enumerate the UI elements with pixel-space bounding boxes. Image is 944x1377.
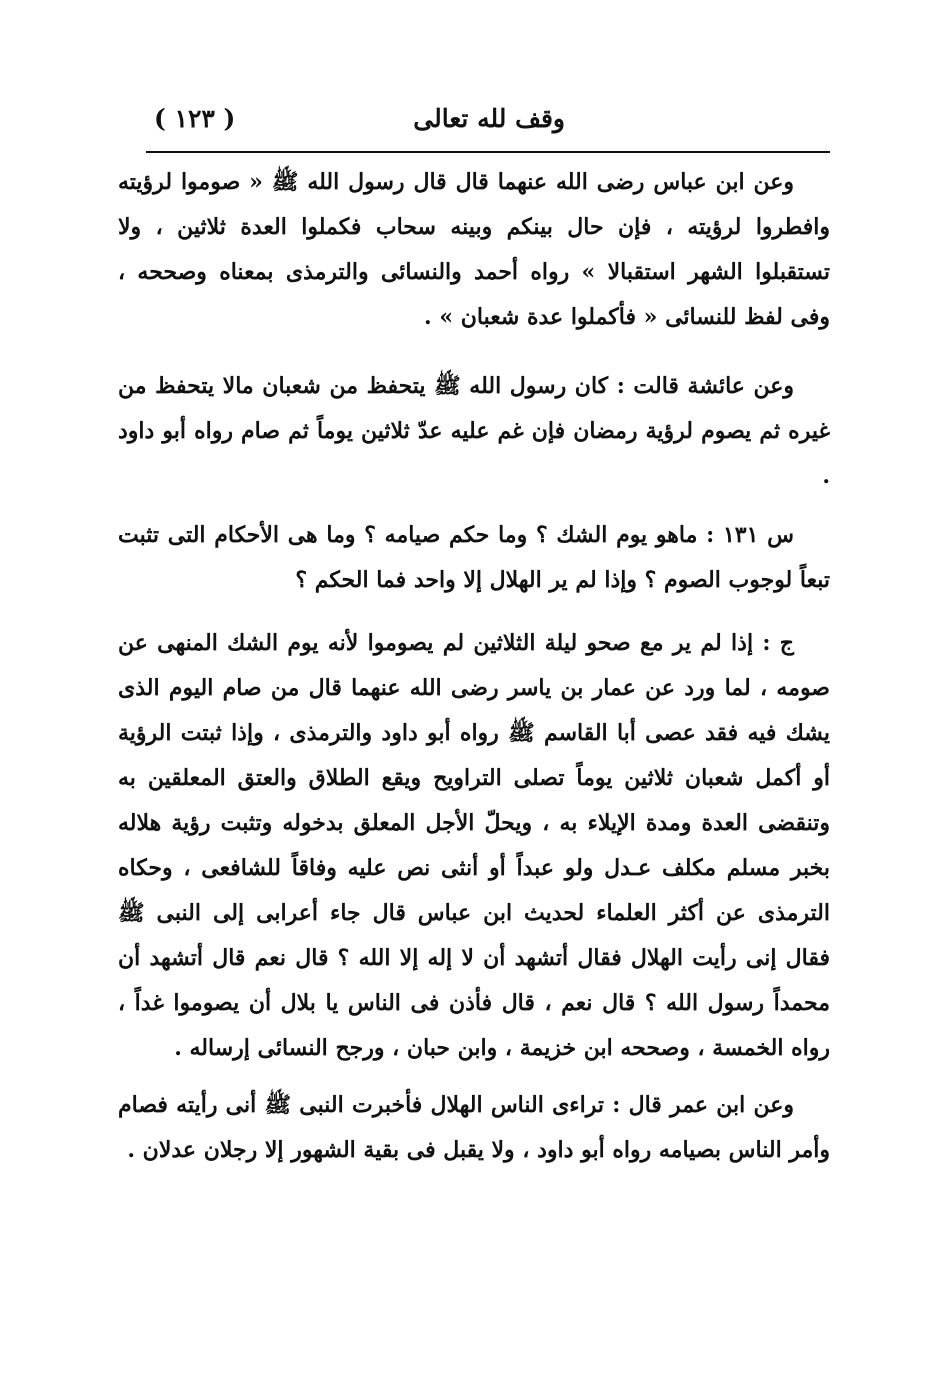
paragraph-hadith-aisha: وعن عائشة قالت : كان رسول الله ﷺ يتحفظ من شعبان مالا يتحفظ من غيره ثم يصوم لرؤية رمضان فإن غم عليه عدّ ثلاثين يوماً ثم صام رواه أبو داود . [118, 373, 830, 489]
paragraph-hadith-ibn-abbas: وعن ابن عباس رضى الله عنهما قال قال رسول الله ﷺ « صوموا لرؤيته وافطروا لرؤيته ، فإن حال بينكم وبينه سحاب فكملوا العدة ثلاثين ، ولا تستقبلوا الشهر استقبالا » رواه أحمد والنسائى والترمذى بمعناه وصححه ، وفى لفظ للنسائى « فأكملوا عدة شعبان » . [118, 169, 830, 330]
page-number: ( ١٢٣ ) [154, 104, 236, 133]
running-title: وقف لله تعالى [413, 104, 565, 133]
paragraph-gap [118, 499, 830, 513]
answer-131: ج : إذا لم ير مع صحو ليلة الثلاثين لم يصوموا لأنه يوم الشك المنهى عن صومه ، لما ورد عن عمار بن ياسر رضى الله عنهما قال من صام اليوم الذى يشك فيه فقد عصى أبا القاسم ﷺ رواه أبو داود والترمذى ، وإذا ثبتت الرؤية أو أكمل شعبان ثلاثين يوماً تصلى التراويح ويقع الطلاق والعتق المعلقين به وتنقضى العدة ومدة الإيلاء به ، ويحلّ الأجل المعلق بدخوله وتثبت رؤية هلاله بخبر مسلم مكلف عـدل ولو عبداً أو أنثى نص عليه وفاقاً للشافعى ، وحكاه الترمذى عن أكثر العلماء لحديث ابن عباس قال جاء أعرابى إلى النبى ﷺ فقال إنى رأيت الهلال فقال أتشهد أن لا إله إلا الله ؟ قال نعم قال أتشهد أن محمداً رسول الله ؟ قال نعم ، قال فأذن فى الناس يا بلال أن يصوموا غداً ، رواه الخمسة ، وصححه ابن خزيمة ، وابن حبان ، ورجح النسائى إرساله . [118, 630, 830, 1061]
paragraph-gap [118, 340, 830, 364]
page-body [118, 160, 830, 1173]
header-rule [146, 151, 830, 153]
page-header [140, 104, 830, 150]
paragraph-hadith-ibn-umar: وعن ابن عمر قال : تراءى الناس الهلال فأخبرت النبى ﷺ أنى رأيته فصام وأمر الناس بصيامه رواه أبو داود ، ولا يقبل فى بقية الشهور إلا رجلان عدلان . [118, 1092, 830, 1163]
paragraph-gap [118, 603, 830, 621]
paragraph-gap [118, 1071, 830, 1083]
question-131: س ١٣١ : ماهو يوم الشك ؟ وما حكم صيامه ؟ وما هى الأحكام التى تثبت تبعاً لوجوب الصوم ؟ وإذا لم ير الهلال إلا واحد فما الحكم ؟ [118, 522, 830, 593]
